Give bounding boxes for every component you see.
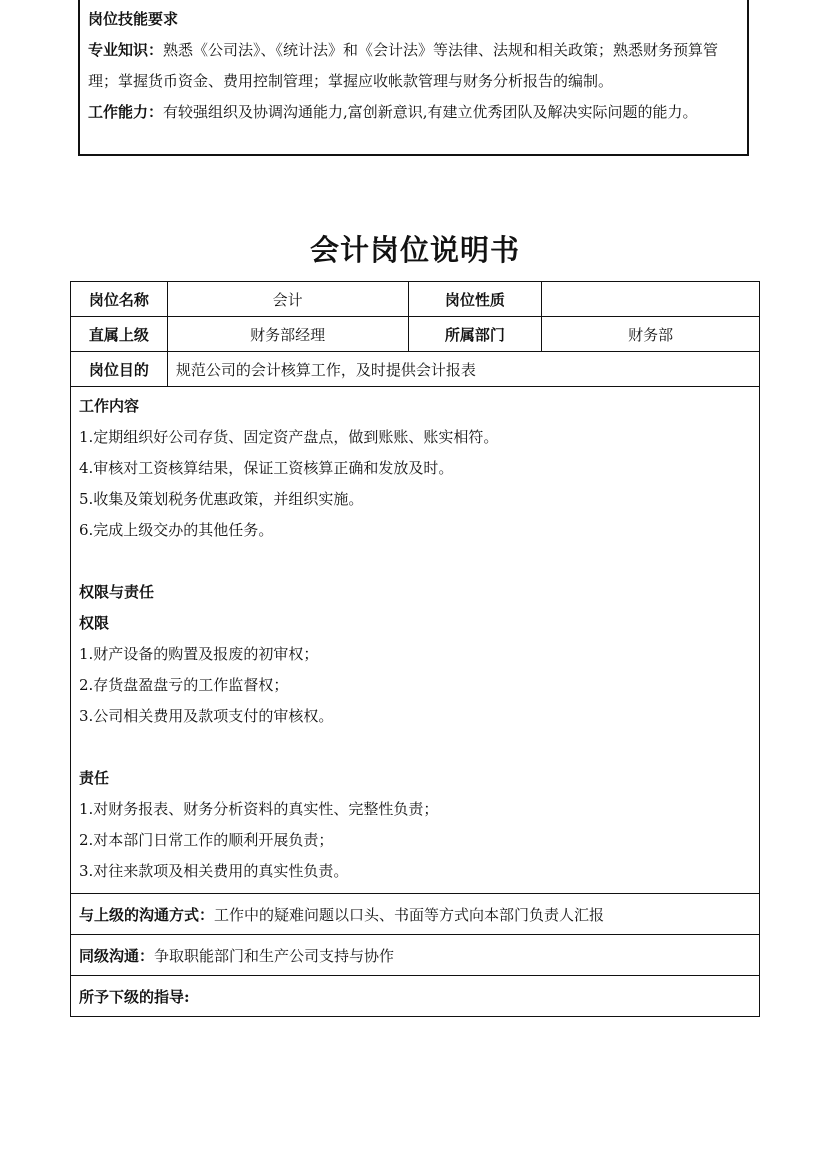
skills-heading: 岗位技能要求 xyxy=(88,10,179,28)
content-cell xyxy=(71,387,760,894)
list-item: 3.公司相关费用及款项支付的审核权。 xyxy=(79,707,334,725)
table-row xyxy=(71,894,760,935)
position-name-label: 岗位名称 xyxy=(71,282,168,317)
list-item: 4.审核对工资核算结果，保证工资核算正确和发放及时。 xyxy=(79,459,454,477)
department-value: 财务部 xyxy=(542,317,760,352)
purpose-label: 岗位目的 xyxy=(71,352,168,387)
table-row xyxy=(71,935,760,976)
superior-value: 财务部经理 xyxy=(167,317,408,352)
subordinate-guidance: 所予下级的指导: xyxy=(71,976,760,1017)
superior-label: 直属上级 xyxy=(71,317,168,352)
list-item: 2.存货盘盈盘亏的工作监督权； xyxy=(79,676,289,694)
position-name-value: 会计 xyxy=(167,282,408,317)
page-title: 会计岗位说明书 xyxy=(309,233,520,267)
list-item: 3.对往来款项及相关费用的真实性负责。 xyxy=(79,862,349,880)
list-item: 1.定期组织好公司存货、固定资产盘点，做到账账、账实相符。 xyxy=(79,428,499,446)
table-row xyxy=(71,387,760,894)
list-item: 1.财产设备的购置及报废的初审权； xyxy=(79,645,319,663)
purpose-value: 规范公司的会计核算工作，及时提供会计报表 xyxy=(167,352,759,387)
table-row xyxy=(71,976,760,1017)
list-item: 2.对本部门日常工作的顺利开展负责； xyxy=(79,831,334,849)
peer-communication: 同级沟通：争取职能部门和生产公司支持与协作 xyxy=(71,935,760,976)
table-row xyxy=(71,317,760,352)
superior-communication: 与上级的沟通方式：工作中的疑难问题以口头、书面等方式向本部门负责人汇报 xyxy=(71,894,760,935)
work-heading: 工作内容 xyxy=(79,397,140,415)
rights-heading: 权限与责任 xyxy=(79,583,155,601)
position-nature-label: 岗位性质 xyxy=(408,282,542,317)
list-item: 6.完成上级交办的其他任务。 xyxy=(79,521,274,539)
list-item: 1.对财务报表、财务分析资料的真实性、完整性负责； xyxy=(79,800,439,818)
skills-knowledge: 专业知识：熟悉《公司法》、《统计法》和《会计法》等法律、法规和相关政策；熟悉财务预算管理；掌握货币资金、费用控制管理；掌握应收帐款管理与财务分析报告的编制。 xyxy=(88,41,719,90)
job-description-table xyxy=(70,281,760,1017)
duty-heading: 责任 xyxy=(79,769,110,787)
list-item: 5.收集及策划税务优惠政策，并组织实施。 xyxy=(79,490,364,508)
department-label: 所属部门 xyxy=(408,317,542,352)
skills-box xyxy=(78,0,749,156)
authority-heading: 权限 xyxy=(79,614,110,632)
position-nature-value xyxy=(542,282,760,317)
table-row xyxy=(71,352,760,387)
table-row xyxy=(71,282,760,317)
skills-ability: 工作能力：有较强组织及协调沟通能力,富创新意识,有建立优秀团队及解决实际问题的能力。 xyxy=(88,103,698,121)
